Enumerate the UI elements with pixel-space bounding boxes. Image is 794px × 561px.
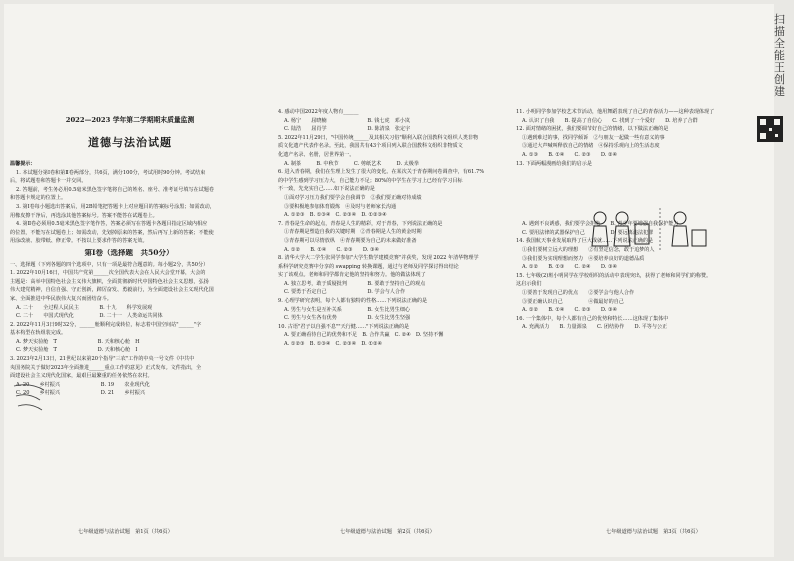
text-line: ③通过大声喊叫释放自己的情绪 ④保持乐观向上的生活态度 [522,143,660,150]
text-line: 和答题卡规定的位置上。 [10,195,67,202]
answer-options: C. 二十 中国式现代化 D. 二十一 人类命运共同体 [16,313,163,320]
text-line: 用涂改液、胶带纸、修正带。不按以上要求作答的答案无效。 [10,238,148,245]
text-line: ③要正确认识自己 ④做最好的自己 [522,298,624,305]
text-line: 1. 2022年10月16日，中国共产党第______次全国代表大会在人民大会堂开幕，大会的 [10,270,206,277]
section-heading: 第Ⅰ卷（选择题 共50分） [84,248,174,257]
text-line: 7. 青春是生命的起点，青春是人生的精彩，对于青春，下列说法正确的是 [278,220,443,227]
page-title: 道德与法治试题 [88,136,172,149]
page-footer: 七年级道德与法治试题 第2页（共6页） [340,529,435,535]
text-line: 的位置，不能写在试题卷上；如需改动，先划掉原来的答案，然后再写上新的答案；不能使 [10,229,214,236]
answer-options: C. 男生与女生各有优势 D. 女生比男生坚强 [284,315,411,322]
column-page-2 [278,108,514,349]
text-line: ①青春期是塑造自我的关键时期 ②青春期是人生的黄金时期 [284,229,422,236]
text-line: 4. 第Ⅱ卷必须用0.5毫米黑色签字笔作答，答案必须写在答题卡各题目指定区域内相应 [16,221,208,228]
answer-options: A. 制茶 B. 中秋节 C. 剪纸艺术 D. 太极拳 [284,160,419,167]
answer-options: A. 二十 全过程人民民主 B. 十九 科学发展观 [16,304,153,311]
text-line: 这启示我们 [516,281,542,288]
text-line: 不一致，先充实自己……如下说法正确的是 [278,186,375,193]
text-line: 14. 我国航天事业发展取得了巨大成就……下列说法正确的是 [516,238,654,245]
answer-options: A. ①② B. ①④ C. ②③ D. ③④ [522,307,618,314]
answer-options: A. 20 乡村振兴 B. 19 农业现代化 [16,381,150,388]
answer-options: C. 要用法律的武器保护自己 D. 要远离违法犯罪 [522,229,654,236]
text-line: 8. 清华大学大二学生张同学参加"大学生数学建模竞赛"并获奖，发现 2022 年清华物理学 [278,255,479,262]
text-line: 13. 下面两幅漫画给我们的启示是 [516,160,592,167]
text-line: ①面对学习压力我们要学会自我调节 ②我们要正确对待成绩 [284,194,422,201]
scanner-watermark-text: 扫描全能王 创建 [774,13,785,98]
answer-options: A. 遇到不良诱惑，我们要学会拒绝 B. 青少年要增强自我保护能力 [522,221,679,228]
cartoon-illustration [580,206,714,252]
text-line: 温馨提示： [10,161,36,167]
text-line: 6. 进入青春期，我们在生理上发生了很大的变化。在某次关于青春期问卷调查中，有61.7% [278,169,485,176]
answer-options: A. 要正确看待自己的优势和不足 B. 合作共赢 C. ②④ D. 坚持不懈 [284,332,444,339]
answer-options: A. ①② B. ①④ C. ②③ D. ③④ [284,246,380,253]
text-line: 质文化遗产代表作名录。至此，我国共有43个项目列入联合国教科文组织非物质文 [278,143,463,150]
text-line: 4. 感动中国2022年度人物有______ [278,109,359,115]
text-line: 12. 面对情绪的困扰，我们要调节好自己的情绪，以下做法正确的是 [516,126,669,133]
text-line: 系科学研究竞赛中分享的 swapping 转换课题，通过与老师及同学探讨得出结论 [278,263,459,270]
text-line: 面建设社会主义现代化国家，最艰巨最繁重的任务依然在农村。 [10,373,153,380]
text-line: 3. 第Ⅰ卷每小题选出答案后，用2B铅笔把答题卡上对应题目的答案标号涂黑；如需改动， [16,203,215,210]
text-line: 9. 心理学研究表明，每个人都有独特的性格……下列说法正确的是 [278,298,428,305]
answer-options: A. ①②③ B. ①③④ C. ②③④ D. ①②④ [284,341,383,348]
text-line: 化遗产名录、名册，居世界第一。 [278,151,355,158]
answer-options: C. 梦天实验舱 T D. 天和核心舱 I [16,347,138,354]
text-line: 家、全面推进中华民族伟大复兴而团结奋斗。 [10,295,112,302]
answer-options: A. 杨宁 屈晓楠 B. 钱七虎 邓小岚 [284,117,410,124]
answer-options: A. 独立思考，敢于质疑批判 B. 要敢于坚持自己的观点 [284,280,426,287]
text-line: 1. 本试题分第Ⅰ卷和第Ⅱ卷两部分，共6页，满分100分，考试用时90分钟。考试结束 [16,169,206,176]
text-line: ①要善于发现自己的优点 ②要学会与他人合作 [522,289,635,296]
text-line: ①我们要树立远大的理想 ②有坚定信念，敢于追梦的人 [522,246,655,253]
text-line: 后，将试题卷和答题卡一并交回。 [10,178,87,185]
answer-options: C. 陆浩 屈肖学 D. 陈清泉 张定宇 [284,126,411,133]
text-line: 的中学生感到学习压力大，自己能力不足；80%的中学生在学习上已经有学习目标 [278,177,463,184]
answer-options: A. 充满活力 B. 力量源泉 C. 团结协作 D. 平等与公正 [522,324,668,331]
text-line: 10. 古语"君子以自强不息""天行健……"下列说法正确的是 [278,323,410,330]
text-line: ③要积极地参加体育锻炼 ④及时与老师家长沟通 [284,203,397,210]
text-line: ③青春期可以尽情放纵 ④青春期要为自己的未来做好准备 [284,237,417,244]
page-footer: 七年级道德与法治试题 第1页（共6页） [78,529,173,535]
text-line: 2. 2022年11月3日9时32分，______舱顺利完成转位，标志着中国空间站"______"字 [10,321,202,328]
answer-options: A. 认识了自我 B. 提高了自信心 C. 找到了一个爱好 D. 培养了合群 [522,117,698,124]
text-line: 伟大建党精神，自信自强、守正创新，踔厉奋发、勇毅前行，为全面建设社会主义现代化国 [10,287,214,294]
text-line: ①遇到难过的事，找同学倾诉 ②与朋友一起做一些有意义的事 [522,134,665,141]
text-line: 2. 答题前，考生务必用0.5毫米黑色签字笔将自己的姓名、座号、准考证号填写在试题卷 [16,186,214,193]
page-footer: 七年级道德与法治试题 第3页（共6页） [606,529,701,535]
column-page-1 [10,160,248,398]
text-line: ③我们要为实现理想而努力 ④要培养良好的道德品质 [522,255,645,262]
text-line: 3. 2023年2月13日，21世纪以来第20个指导"三农"工作的中央一号文件《中共中 [10,356,195,363]
text-line: 用橡皮擦干净后，再选涂其他答案标号。答案不能答在试题卷上。 [10,212,158,219]
text-line: 16. 一个集体中，每个人都有自己的优势和特长……这体现了集体中 [516,315,669,322]
answer-options: A. ①②③ B. ①③④ C. ②③④ D. ①②③④ [284,212,387,219]
qr-code [757,116,783,142]
text-line: 5. 2022年11月29日，"中国传统______及其相关习俗"顺利入联合国教科文组织人类非物 [278,134,479,141]
answer-options: A. 男生与女生是互补关系 B. 女生比男生细心 [284,306,410,313]
answer-options: C. 要勇于否定自己 D. 学会与人合作 [284,289,406,296]
answer-options: A. ①③ B. ①④ C. ②③ D. ②④ [522,151,618,158]
exam-header: 2022—2023 学年第二学期期末质量监测 [65,116,195,124]
text-line: 一、选择题（下列各题的四个选项中，只有一项是最符合题意的。每小题2分，共50分） [10,261,209,268]
text-line: 基本构型在轨组装完成。 [10,330,67,337]
text-line: 主题是：高举中国特色社会主义伟大旗帜，全面贯彻新时代中国特色社会主义思想，弘扬 [10,278,209,285]
text-line: 11. 小明同学参加学校艺术节活动，他用舞蹈表现了自己的青春活力——这种表现体现了 [516,109,715,115]
handwritten-mark [10,380,50,414]
text-line: 15. 七年级(2)班小明同学在学校组织的活动中表现突出，获得了老师和同学们的称赞。 [516,272,712,279]
answer-options: A. ①② B. ①③ C. ②④ D. ③④ [522,264,618,271]
text-line: 央国务院关于做好2023年全面推进______重点工作的意见》正式发布。文件指出，全 [10,364,202,371]
text-line: 实了该观点。老师和同学都肯定他的坚持和努力。他的做法体现了 [278,272,426,279]
answer-options: C. 20 乡村振兴 D. 21 乡村振兴 [16,390,145,397]
answer-options: A. 梦天实验舱 T B. 天和核心舱 H [16,338,140,345]
